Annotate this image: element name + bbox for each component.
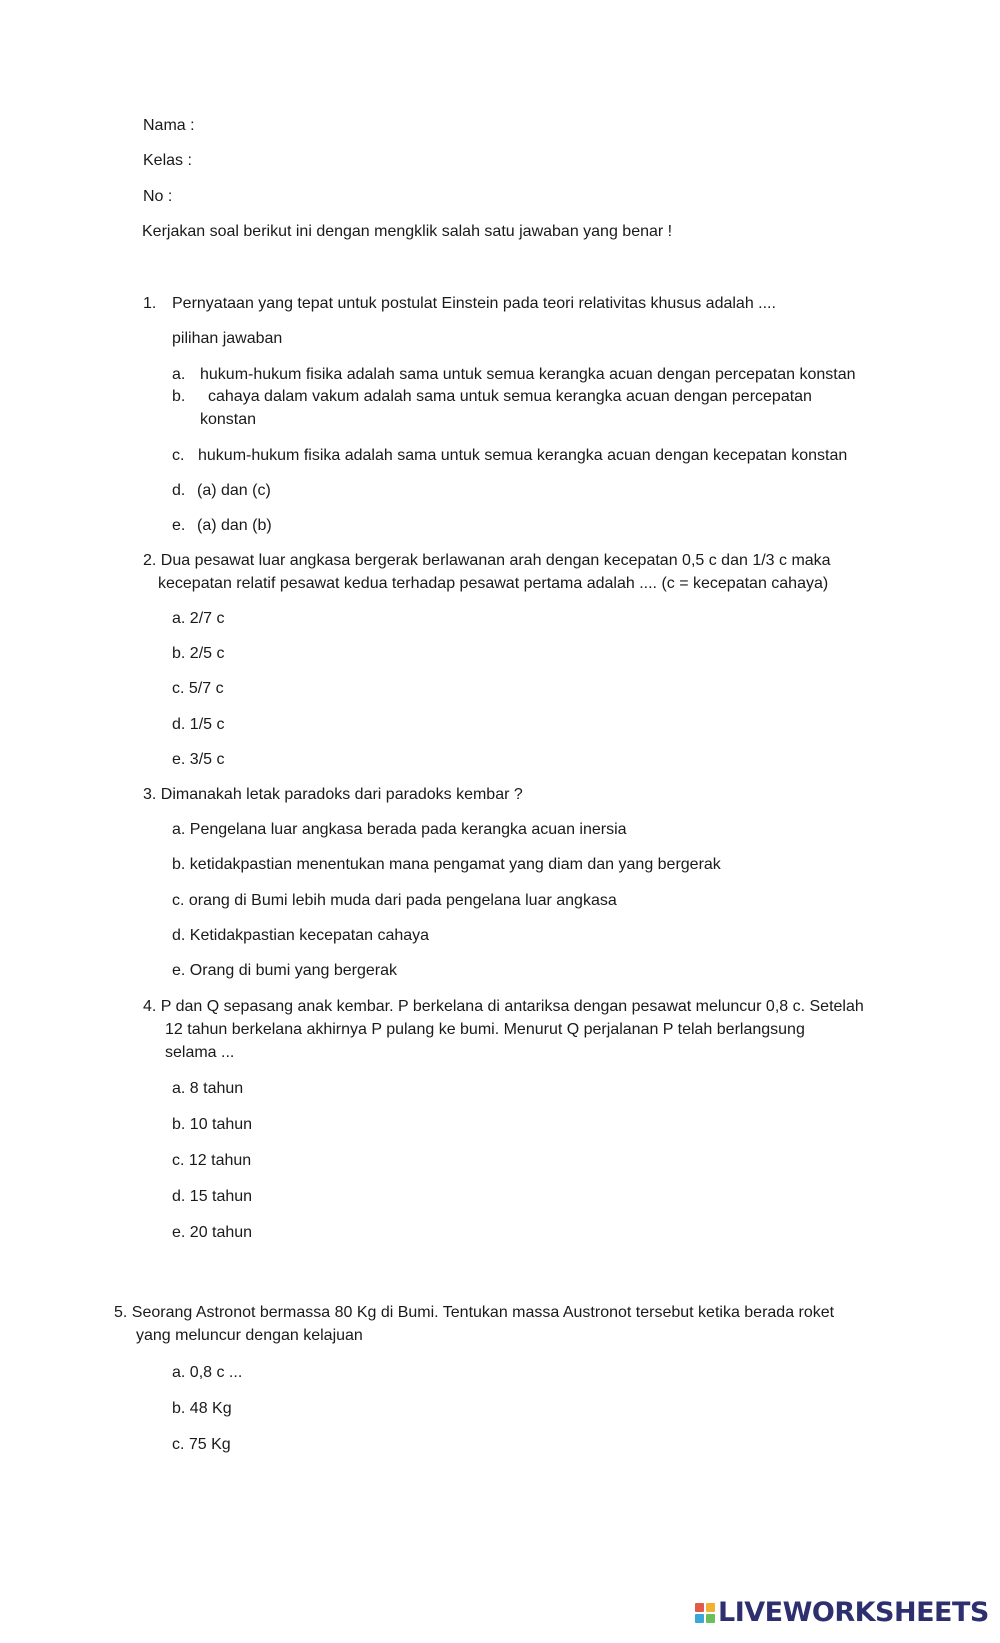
q1-option-b-continuation[interactable]: konstan [200, 411, 257, 428]
question-1-number: 1. [143, 295, 157, 312]
q2-option-d[interactable]: d. 1/5 c [172, 716, 225, 733]
logo-square-red [695, 1603, 704, 1612]
logo-square-blue [695, 1614, 704, 1623]
q1-option-d-label: d. [172, 482, 186, 499]
question-3-text: 3. Dimanakah letak paradoks dari paradoks kembar ? [143, 786, 523, 803]
q1-option-b-label: b. [172, 388, 186, 405]
q4-option-e[interactable]: e. 20 tahun [172, 1224, 253, 1241]
q2-option-b[interactable]: b. 2/5 c [172, 645, 225, 662]
q4-option-c[interactable]: c. 12 tahun [172, 1152, 252, 1169]
liveworksheets-wordmark: LIVEWORKSHEETS [718, 1597, 989, 1628]
question-4-text-cont: 12 tahun berkelana akhirnya P pulang ke bumi. Menurut Q perjalanan P telah berlangsung [165, 1021, 805, 1038]
logo-square-green [706, 1614, 715, 1623]
question-4-text-cont2: selama ... [165, 1044, 235, 1061]
no-field-label: No : [143, 188, 173, 205]
liveworksheets-logo [695, 1598, 989, 1628]
q2-option-a[interactable]: a. 2/7 c [172, 610, 225, 627]
question-5-text-cont: yang meluncur dengan kelajuan [136, 1327, 363, 1344]
q3-option-a[interactable]: a. Pengelana luar angkasa berada pada kerangka acuan inersia [172, 821, 627, 838]
logo-square-yellow [706, 1603, 715, 1612]
q3-option-b[interactable]: b. ketidakpastian menentukan mana pengamat yang diam dan yang bergerak [172, 856, 721, 873]
q2-option-c[interactable]: c. 5/7 c [172, 680, 224, 697]
question-4-text: 4. P dan Q sepasang anak kembar. P berkelana di antariksa dengan pesawat meluncur 0,8 c. Setelah [143, 998, 864, 1015]
question-1-hint: pilihan jawaban [172, 330, 283, 347]
liveworksheets-mark-icon [695, 1603, 715, 1623]
question-2-text-cont: kecepatan relatif pesawat kedua terhadap pesawat pertama adalah .... (c = kecepatan cahaya) [158, 575, 829, 592]
q1-option-e-label: e. [172, 517, 186, 534]
q4-option-a[interactable]: a. 8 tahun [172, 1080, 244, 1097]
q2-option-e[interactable]: e. 3/5 c [172, 751, 225, 768]
q1-option-c[interactable]: hukum-hukum fisika adalah sama untuk semua kerangka acuan dengan kecepatan konstan [198, 447, 848, 464]
q5-option-c[interactable]: c. 75 Kg [172, 1436, 231, 1453]
q5-option-b[interactable]: b. 48 Kg [172, 1400, 232, 1417]
question-5-text: 5. Seorang Astronot bermassa 80 Kg di Bumi. Tentukan massa Austronot tersebut ketika berada roket [114, 1304, 835, 1321]
q4-option-d[interactable]: d. 15 tahun [172, 1188, 253, 1205]
question-1-text: Pernyataan yang tepat untuk postulat Einstein pada teori relativitas khusus adalah .... [172, 295, 776, 312]
instruction-text: Kerjakan soal berikut ini dengan mengklik salah satu jawaban yang benar ! [142, 223, 673, 240]
q1-option-b[interactable]: cahaya dalam vakum adalah sama untuk semua kerangka acuan dengan percepatan [208, 388, 812, 405]
q1-option-a-label: a. [172, 366, 186, 383]
q1-option-e[interactable]: (a) dan (b) [197, 517, 272, 534]
kelas-field-label: Kelas : [143, 152, 192, 169]
q1-option-c-label: c. [172, 447, 185, 464]
q3-option-d[interactable]: d. Ketidakpastian kecepatan cahaya [172, 927, 430, 944]
q1-option-a[interactable]: hukum-hukum fisika adalah sama untuk semua kerangka acuan dengan percepatan konstan [200, 366, 856, 383]
nama-field-label: Nama : [143, 117, 195, 134]
q1-option-d[interactable]: (a) dan (c) [197, 482, 271, 499]
q5-option-a[interactable]: a. 0,8 c ... [172, 1364, 243, 1381]
q4-option-b[interactable]: b. 10 tahun [172, 1116, 253, 1133]
question-2-text: 2. Dua pesawat luar angkasa bergerak berlawanan arah dengan kecepatan 0,5 c dan 1/3 c maka [143, 552, 831, 569]
q3-option-e[interactable]: e. Orang di bumi yang bergerak [172, 962, 398, 979]
q3-option-c[interactable]: c. orang di Bumi lebih muda dari pada pengelana luar angkasa [172, 892, 617, 909]
